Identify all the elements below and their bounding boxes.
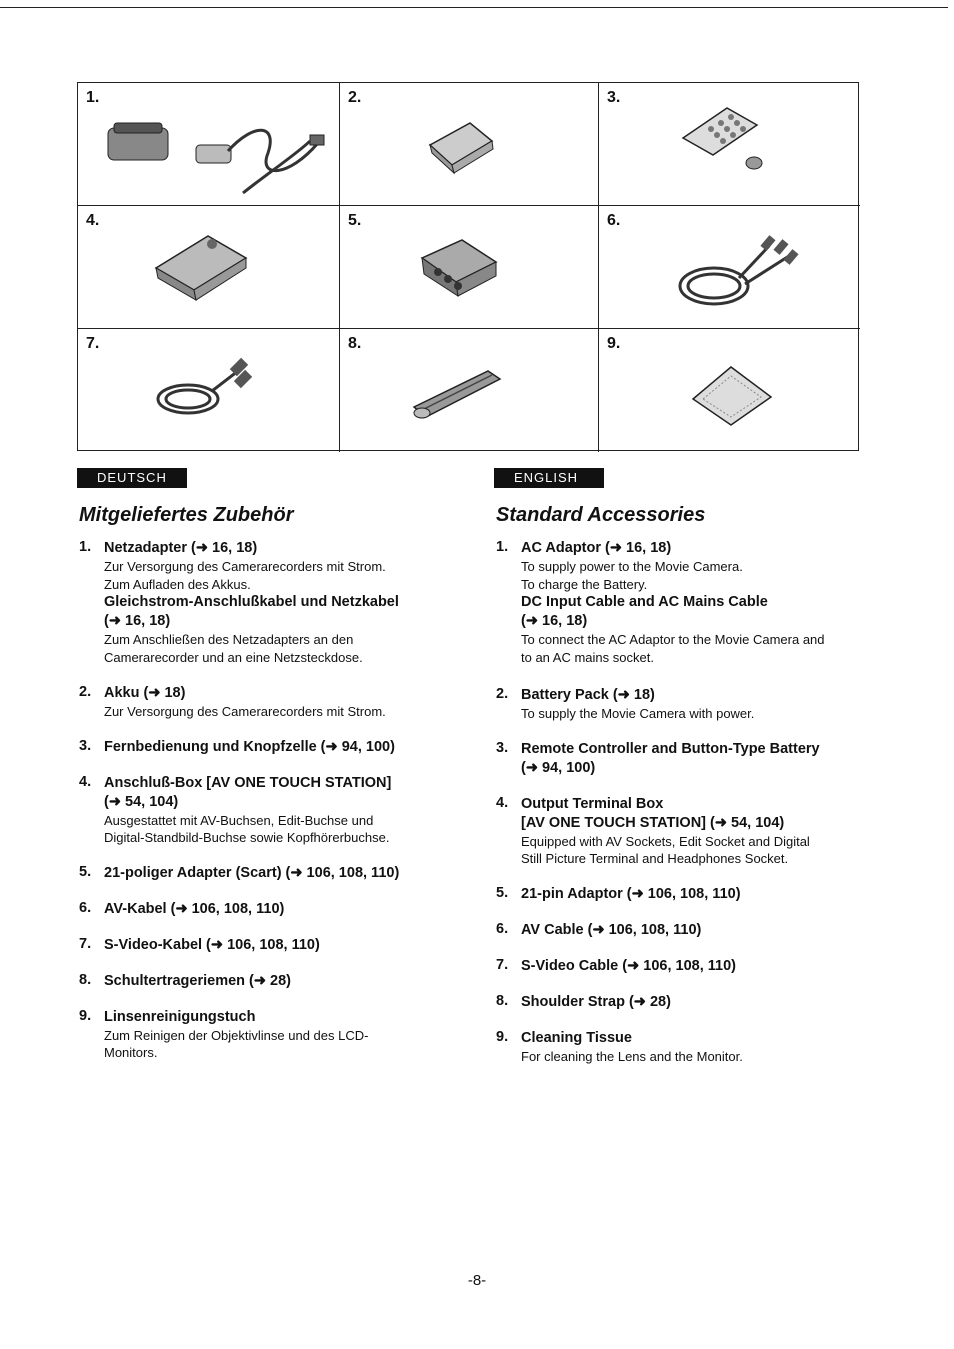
item-description: Still Picture Terminal and Headphones Socket. bbox=[521, 851, 789, 866]
list-item bbox=[77, 684, 447, 721]
item-description: Digital-Standbild-Buchse sowie Kopfhörerbuchse. bbox=[104, 830, 390, 845]
list-item bbox=[494, 686, 864, 723]
item-subtitle: (➜ 16, 18) bbox=[521, 613, 588, 629]
accessory-list-english bbox=[494, 539, 864, 1065]
item-title-line-2: (➜ 94, 100) bbox=[521, 759, 596, 776]
item-number: 3. bbox=[79, 737, 92, 754]
item-title: Akku (➜ 18) bbox=[104, 685, 186, 701]
item-subtitle: DC Input Cable and AC Mains Cable bbox=[521, 594, 768, 610]
item-description: Zum Reinigen der Objektivlinse und des LCD- bbox=[104, 1027, 369, 1043]
scart-adapter-icon bbox=[340, 206, 599, 329]
item-description: Ausgestattet mit AV-Buchsen, Edit-Buchse und bbox=[104, 812, 374, 828]
cell-number: 5. bbox=[348, 212, 362, 229]
grid-cell-5 bbox=[340, 206, 599, 329]
item-title: Battery Pack (➜ 18) bbox=[521, 687, 655, 703]
list-item bbox=[77, 900, 447, 919]
output-terminal-box-icon bbox=[78, 206, 340, 329]
list-item bbox=[494, 1029, 864, 1066]
item-subtitle: Gleichstrom-Anschlußkabel und Netzkabel bbox=[104, 594, 399, 610]
item-number: 7. bbox=[496, 956, 509, 973]
item-number: 6. bbox=[79, 899, 92, 916]
cell-number: 8. bbox=[348, 335, 362, 352]
item-title: Schultertrageriemen (➜ 28) bbox=[104, 972, 292, 989]
item-number: 8. bbox=[79, 971, 92, 988]
deutsch-column bbox=[77, 468, 447, 1079]
item-number: 4. bbox=[496, 794, 509, 811]
grid-cell-3 bbox=[599, 83, 860, 206]
item-number: 6. bbox=[496, 920, 509, 937]
item-title: Fernbedienung und Knopfzelle (➜ 94, 100) bbox=[104, 738, 395, 755]
s-video-cable-icon bbox=[78, 329, 340, 452]
list-item bbox=[494, 921, 864, 940]
list-item bbox=[77, 738, 447, 757]
cell-number: 2. bbox=[348, 89, 362, 106]
item-title: S-Video Cable (➜ 106, 108, 110) bbox=[521, 957, 736, 974]
english-column bbox=[494, 468, 864, 1082]
cell-number: 6. bbox=[607, 212, 621, 229]
item-description: To connect the AC Adaptor to the Movie Camera and bbox=[521, 632, 825, 647]
item-title: S-Video-Kabel (➜ 106, 108, 110) bbox=[104, 936, 320, 953]
list-item bbox=[494, 795, 864, 868]
item-number: 1. bbox=[79, 539, 92, 555]
item-title-line-2: [AV ONE TOUCH STATION] (➜ 54, 104) bbox=[521, 814, 785, 831]
item-title-line-2: (➜ 54, 104) bbox=[104, 793, 179, 810]
item-title: AV Cable (➜ 106, 108, 110) bbox=[521, 921, 702, 938]
section-heading-english: Standard Accessories bbox=[496, 504, 706, 526]
item-number: 2. bbox=[496, 686, 509, 702]
item-title: Anschluß-Box [AV ONE TOUCH STATION] bbox=[104, 774, 392, 791]
item-subtitle: (➜ 16, 18) bbox=[104, 613, 171, 629]
item-title: 21-pin Adaptor (➜ 106, 108, 110) bbox=[521, 885, 741, 902]
cleaning-tissue-icon bbox=[599, 329, 860, 452]
item-title: Netzadapter (➜ 16, 18) bbox=[104, 540, 258, 556]
item-description: Zur Versorgung des Camerarecorders mit Strom. bbox=[104, 704, 386, 719]
item-title: 21-poliger Adapter (Scart) (➜ 106, 108, 110) bbox=[104, 864, 400, 881]
ac-adaptor-icon bbox=[78, 83, 340, 206]
cell-number: 7. bbox=[86, 335, 100, 352]
item-number: 9. bbox=[496, 1028, 509, 1045]
section-heading-deutsch: Mitgeliefertes Zubehör bbox=[79, 504, 294, 526]
item-title: Cleaning Tissue bbox=[521, 1029, 632, 1046]
list-item bbox=[494, 740, 864, 778]
language-label-english: ENGLISH bbox=[494, 468, 604, 488]
cell-number: 3. bbox=[607, 89, 621, 106]
item-number: 7. bbox=[79, 935, 92, 952]
item-number: 1. bbox=[496, 539, 509, 555]
item-description: To supply power to the Movie Camera. bbox=[521, 559, 743, 574]
list-item bbox=[494, 885, 864, 904]
item-description: Zum Aufladen des Akkus. bbox=[104, 576, 251, 592]
shoulder-strap-icon bbox=[340, 329, 599, 452]
item-title: Remote Controller and Button-Type Battery bbox=[521, 740, 820, 757]
av-cable-icon bbox=[599, 206, 860, 329]
grid-cell-6 bbox=[599, 206, 860, 329]
grid-cell-8 bbox=[340, 329, 599, 452]
item-title: Output Terminal Box bbox=[521, 795, 664, 812]
item-title: AC Adaptor (➜ 16, 18) bbox=[521, 540, 672, 556]
list-item bbox=[494, 993, 864, 1012]
remote-controller-icon bbox=[599, 83, 860, 206]
language-label-deutsch: DEUTSCH bbox=[77, 468, 187, 488]
item-number: 9. bbox=[79, 1007, 92, 1024]
item-number: 4. bbox=[79, 773, 92, 790]
item-description: Equipped with AV Sockets, Edit Socket and Digital bbox=[521, 833, 810, 849]
item-description: Monitors. bbox=[104, 1045, 158, 1060]
cell-number: 4. bbox=[86, 212, 100, 229]
accessories-image-grid bbox=[77, 82, 859, 451]
item-description: to an AC mains socket. bbox=[521, 649, 654, 665]
item-number: 5. bbox=[79, 863, 92, 880]
list-item bbox=[494, 957, 864, 976]
item-description: For cleaning the Lens and the Monitor. bbox=[521, 1048, 743, 1064]
cell-number: 1. bbox=[86, 89, 100, 106]
battery-pack-icon bbox=[340, 83, 599, 206]
item-description: Camerarecorder und an eine Netzsteckdose. bbox=[104, 649, 363, 665]
list-item bbox=[77, 936, 447, 955]
list-item bbox=[77, 1008, 447, 1062]
item-number: 3. bbox=[496, 739, 509, 756]
accessory-list-deutsch bbox=[77, 539, 447, 1062]
list-item bbox=[77, 864, 447, 883]
list-item bbox=[77, 774, 447, 847]
item-number: 2. bbox=[79, 684, 92, 700]
grid-cell-7 bbox=[78, 329, 340, 452]
item-description: To supply the Movie Camera with power. bbox=[521, 706, 755, 721]
item-number: 8. bbox=[496, 992, 509, 1009]
grid-cell-9 bbox=[599, 329, 860, 452]
grid-cell-4 bbox=[78, 206, 340, 329]
grid-cell-2 bbox=[340, 83, 599, 206]
item-title: Linsenreinigungstuch bbox=[104, 1008, 256, 1025]
item-description: Zum Anschließen des Netzadapters an den bbox=[104, 632, 354, 647]
top-rule bbox=[0, 7, 948, 8]
item-number: 5. bbox=[496, 884, 509, 901]
list-item bbox=[77, 539, 447, 666]
item-description: Zur Versorgung des Camerarecorders mit Strom. bbox=[104, 559, 386, 574]
page-number: -8- bbox=[467, 1272, 487, 1289]
grid-cell-1 bbox=[78, 83, 340, 206]
cell-number: 9. bbox=[607, 335, 621, 352]
item-description: To charge the Battery. bbox=[521, 576, 648, 592]
list-item bbox=[494, 539, 864, 666]
item-title: AV-Kabel (➜ 106, 108, 110) bbox=[104, 900, 285, 917]
item-title: Shoulder Strap (➜ 28) bbox=[521, 993, 671, 1010]
list-item bbox=[77, 972, 447, 991]
